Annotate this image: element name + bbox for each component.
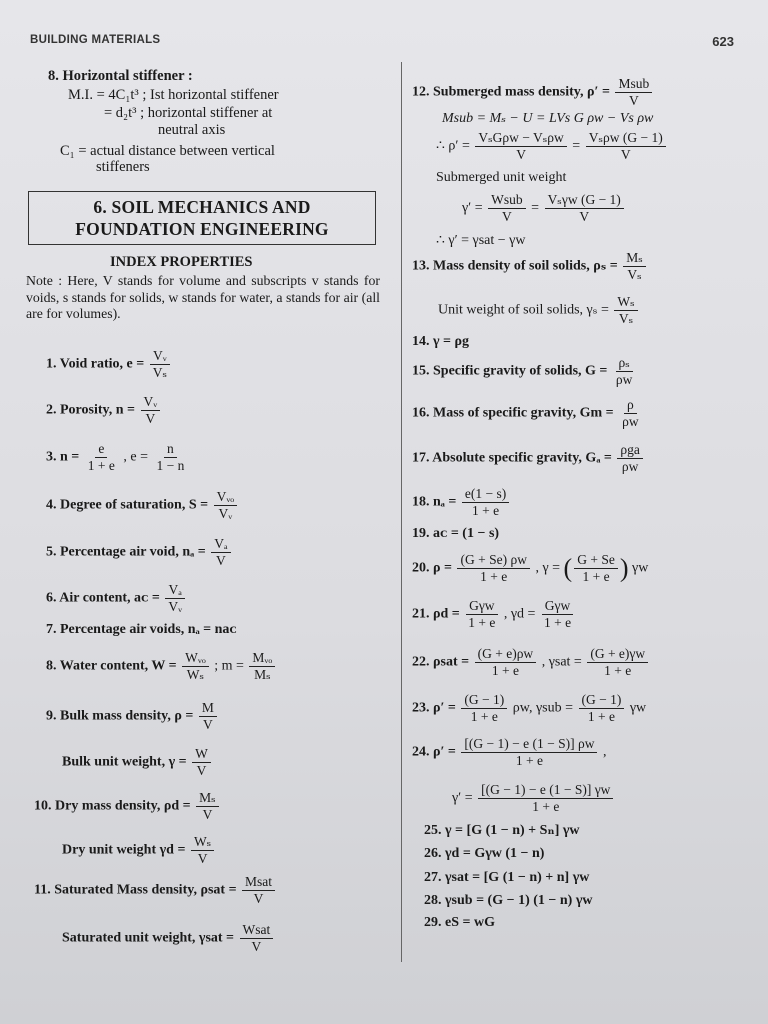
numerator: Wₛ (614, 294, 637, 311)
formula-separator: , γ = (535, 560, 561, 576)
running-head: BUILDING MATERIALS (30, 34, 161, 46)
formula-23 (412, 692, 646, 725)
numerator-2: (G − 1) (579, 692, 625, 709)
formula-label: 3. n = (46, 449, 80, 465)
denominator: V (202, 807, 213, 822)
numerator: Mₛ (623, 250, 646, 267)
formula-19: 19. aᴄ = (1 − s) (412, 526, 500, 541)
denominator: 1 + e (532, 799, 560, 814)
numerator: ρ (624, 397, 637, 414)
formula-label: 24. ρ′ = (412, 744, 456, 760)
formula-label: 1. Void ratio, e = (46, 356, 145, 372)
formula-separator: , e = (123, 449, 148, 465)
formula-9b (62, 746, 213, 779)
formula-label: 13. Mass density of soil solids, ρₛ = (412, 258, 618, 274)
formula-21 (412, 598, 576, 631)
numerator: (G + e)ρw (475, 646, 537, 663)
formula-12-gamma-sat: ∴ γ′ = γsat − γw (436, 233, 526, 248)
formula-separator: , γd = (503, 606, 536, 622)
item8-d2-line: = d₂t³ ; horizontal stiffener at (104, 105, 273, 121)
item8-mi-line: M.I. = 4C₁t³ ; Ist horizontal stiffener (68, 87, 279, 103)
formula-label: 20. ρ = (412, 560, 452, 576)
formula-11b (62, 922, 275, 955)
formula-label: 4. Degree of saturation, S = (46, 497, 209, 513)
index-properties-heading: INDEX PROPERTIES (110, 254, 253, 270)
formula-28: 28. γsub = (G − 1) (1 − n) γw (424, 893, 593, 908)
formula-label: Bulk unit weight, γ = (62, 754, 187, 770)
denominator: V (253, 891, 264, 906)
formula-11 (34, 874, 277, 907)
denominator-2: V (579, 209, 590, 224)
note-paragraph: Note : Here, V stands for volume and subscripts v stands for voids, s stands for solids, w stands for water, a stands for air (all are for volumes). (26, 273, 380, 321)
denominator: 1 + e (471, 503, 500, 518)
denominator: V (516, 147, 526, 162)
denominator: V (145, 411, 156, 426)
formula-label: 8. Water content, W = (46, 658, 177, 674)
column-divider (401, 62, 402, 962)
numerator: (G − 1) (461, 692, 507, 709)
denominator-2: 1 + e (587, 709, 615, 724)
denominator: Vₛ (152, 365, 168, 380)
formula-18 (412, 486, 511, 519)
denominator: Vᵥ (218, 506, 233, 521)
formula-lhs: ∴ ρ′ = (436, 138, 470, 154)
denominator: Vₛ (627, 267, 642, 282)
numerator: Vₐ (165, 582, 184, 599)
denominator: V (197, 851, 208, 866)
formula-29: 29. eS = wG (424, 915, 495, 930)
item8-c1-cont: stiffeners (96, 159, 150, 175)
denominator-2: 1 + e (582, 569, 610, 584)
denominator-2: V (620, 147, 631, 162)
denominator-2: 1 + e (543, 615, 572, 630)
submerged-unit-weight-label: Submerged unit weight (436, 170, 567, 185)
numerator: Vᵥ (150, 348, 170, 365)
formula-26: 26. γd = Gγw (1 − n) (424, 846, 545, 861)
formula-15 (412, 355, 637, 388)
right-paren: ) (619, 553, 629, 583)
numerator: Wsub (488, 192, 526, 209)
formula-label: 22. ρsat = (412, 654, 470, 670)
numerator: W (192, 746, 211, 763)
formula-label: 16. Mass of specific gravity, Gm = (412, 405, 614, 421)
denominator: ρw (622, 414, 639, 429)
formula-6 (46, 582, 187, 615)
formula-10 (34, 790, 221, 823)
formula-24b (452, 782, 615, 815)
formula-label: Dry unit weight γd = (62, 842, 186, 858)
numerator-2: Vₛρw (G − 1) (586, 130, 666, 147)
numerator-2: G + Se (574, 552, 618, 569)
item8-neutral: neutral axis (158, 122, 226, 138)
formula-7: 7. Percentage air voids, nₐ = naᴄ (46, 622, 237, 637)
denominator: V (216, 553, 226, 568)
formula-1 (46, 348, 172, 381)
formula-separator: , γsat = (541, 654, 582, 670)
formula-12 (412, 76, 654, 109)
formula-label: 9. Bulk mass density, ρ = (46, 708, 194, 724)
numerator: (G + Se) ρw (457, 552, 529, 569)
formula-16 (412, 397, 644, 430)
denominator: 1 + e (480, 569, 508, 584)
denominator: ρw (621, 459, 639, 474)
formula-label: 12. Submerged mass density, ρ′ = (412, 84, 610, 100)
numerator: e (95, 441, 107, 458)
denominator: V (196, 763, 207, 778)
denominator: Vᵥ (168, 599, 183, 614)
formula-lhs: γ′ = (462, 200, 483, 216)
formula-14: 14. γ = ρg (412, 334, 470, 349)
numerator: Vₐ (211, 536, 230, 553)
formula-3 (46, 441, 189, 474)
formula-10b (62, 834, 216, 867)
denominator: 1 + e (515, 753, 543, 768)
formula-label: Unit weight of soil solids, γₛ = (438, 302, 609, 318)
page-number: 623 (712, 34, 734, 49)
denominator: Wₛ (186, 667, 205, 682)
formula-20 (412, 552, 648, 585)
denominator: V (628, 93, 639, 108)
numerator: Gγw (466, 598, 497, 615)
formula-12-gamma (462, 192, 626, 225)
numerator: ρga (617, 442, 642, 459)
formula-5 (46, 536, 233, 569)
numerator: Mₛ (196, 790, 219, 807)
formula-8 (46, 650, 277, 683)
numerator: M (199, 700, 217, 717)
equals-sign: = (572, 138, 581, 154)
formula-9 (46, 700, 219, 733)
formula-label: Saturated unit weight, γsat = (62, 930, 235, 946)
numerator: Msat (242, 874, 275, 891)
denominator: V (502, 209, 512, 224)
formula-12-msub: Msub = Mₛ − U = LVs G ρw − Vs ρw (442, 111, 654, 126)
formula-label: 21. ρd = (412, 606, 460, 622)
formula-label: 2. Porosity, n = (46, 402, 136, 418)
numerator: e(1 − s) (462, 486, 509, 503)
formula-tail: γw (629, 700, 647, 716)
numerator: ρₛ (616, 355, 633, 372)
denominator-2: 1 + e (604, 663, 632, 678)
denominator-2: Mₛ (254, 667, 271, 682)
numerator: [(G − 1) − e (1 − S)] γw (478, 782, 613, 799)
numerator-2: Vₛγw (G − 1) (545, 192, 624, 209)
formula-separator: ; m = (214, 658, 244, 674)
formula-label: 23. ρ′ = (412, 700, 456, 716)
denominator: Vₛ (618, 311, 634, 326)
numerator: Wᵥₒ (182, 650, 209, 667)
denominator: 1 + e (470, 709, 498, 724)
denominator: 1 + e (491, 663, 519, 678)
numerator-2: (G + e)γw (587, 646, 648, 663)
numerator: Vᵥₒ (214, 489, 238, 506)
formula-2 (46, 394, 162, 427)
formula-label: 10. Dry mass density, ρd = (34, 798, 191, 814)
section-title-line1: 6. SOIL MECHANICS AND (93, 197, 311, 217)
denominator: 1 + e (87, 458, 115, 473)
formula-12-rho (436, 130, 668, 163)
denominator: V (251, 939, 262, 954)
equals-sign: = (531, 200, 540, 216)
formula-tail: γw (632, 560, 649, 576)
formula-13 (412, 250, 648, 283)
formula-4 (46, 489, 239, 522)
numerator-2: Mᵥₒ (249, 650, 275, 667)
formula-label: 6. Air content, aᴄ = (46, 590, 160, 606)
formula-separator: ρw, γsub = (512, 700, 573, 716)
formula-13b (438, 294, 640, 327)
numerator: VₛGρw − Vₛρw (475, 130, 566, 147)
numerator: [(G − 1) − e (1 − S)] ρw (461, 736, 597, 753)
formula-label: γ′ = (452, 790, 473, 806)
section-heading-box (28, 191, 376, 245)
formula-24 (412, 736, 606, 769)
formula-label: 15. Specific gravity of solids, G = (412, 363, 608, 379)
formula-label: 11. Saturated Mass density, ρsat = (34, 882, 237, 898)
formula-label: 17. Absolute specific gravity, Gₐ = (412, 450, 612, 466)
item8-c1-line: C₁ = actual distance between vertical (60, 143, 275, 159)
numerator-2: n (164, 441, 177, 458)
numerator: Wsat (240, 922, 274, 939)
numerator: Vᵥ (141, 394, 161, 411)
formula-17 (412, 442, 645, 475)
section-title-line2: FOUNDATION ENGINEERING (75, 219, 329, 239)
numerator: Wₛ (191, 834, 214, 851)
denominator: 1 + e (468, 615, 496, 630)
denominator: ρw (615, 372, 633, 387)
left-paren: ( (563, 553, 573, 583)
denominator: V (202, 717, 213, 732)
item8-title: 8. Horizontal stiffener : (48, 68, 193, 84)
numerator-2: Gγw (542, 598, 573, 615)
formula-22 (412, 646, 650, 679)
formula-25: 25. γ = [G (1 − n) + Sₙ] γw (424, 823, 580, 838)
formula-label: 5. Percentage air void, nₐ = (46, 544, 206, 560)
formula-tail: , (602, 744, 607, 760)
formula-27: 27. γsat = [G (1 − n) + n] γw (424, 870, 590, 885)
denominator-2: 1 − n (156, 458, 185, 473)
formula-label: 18. nₐ = (412, 494, 457, 510)
numerator: Msub (615, 76, 652, 93)
